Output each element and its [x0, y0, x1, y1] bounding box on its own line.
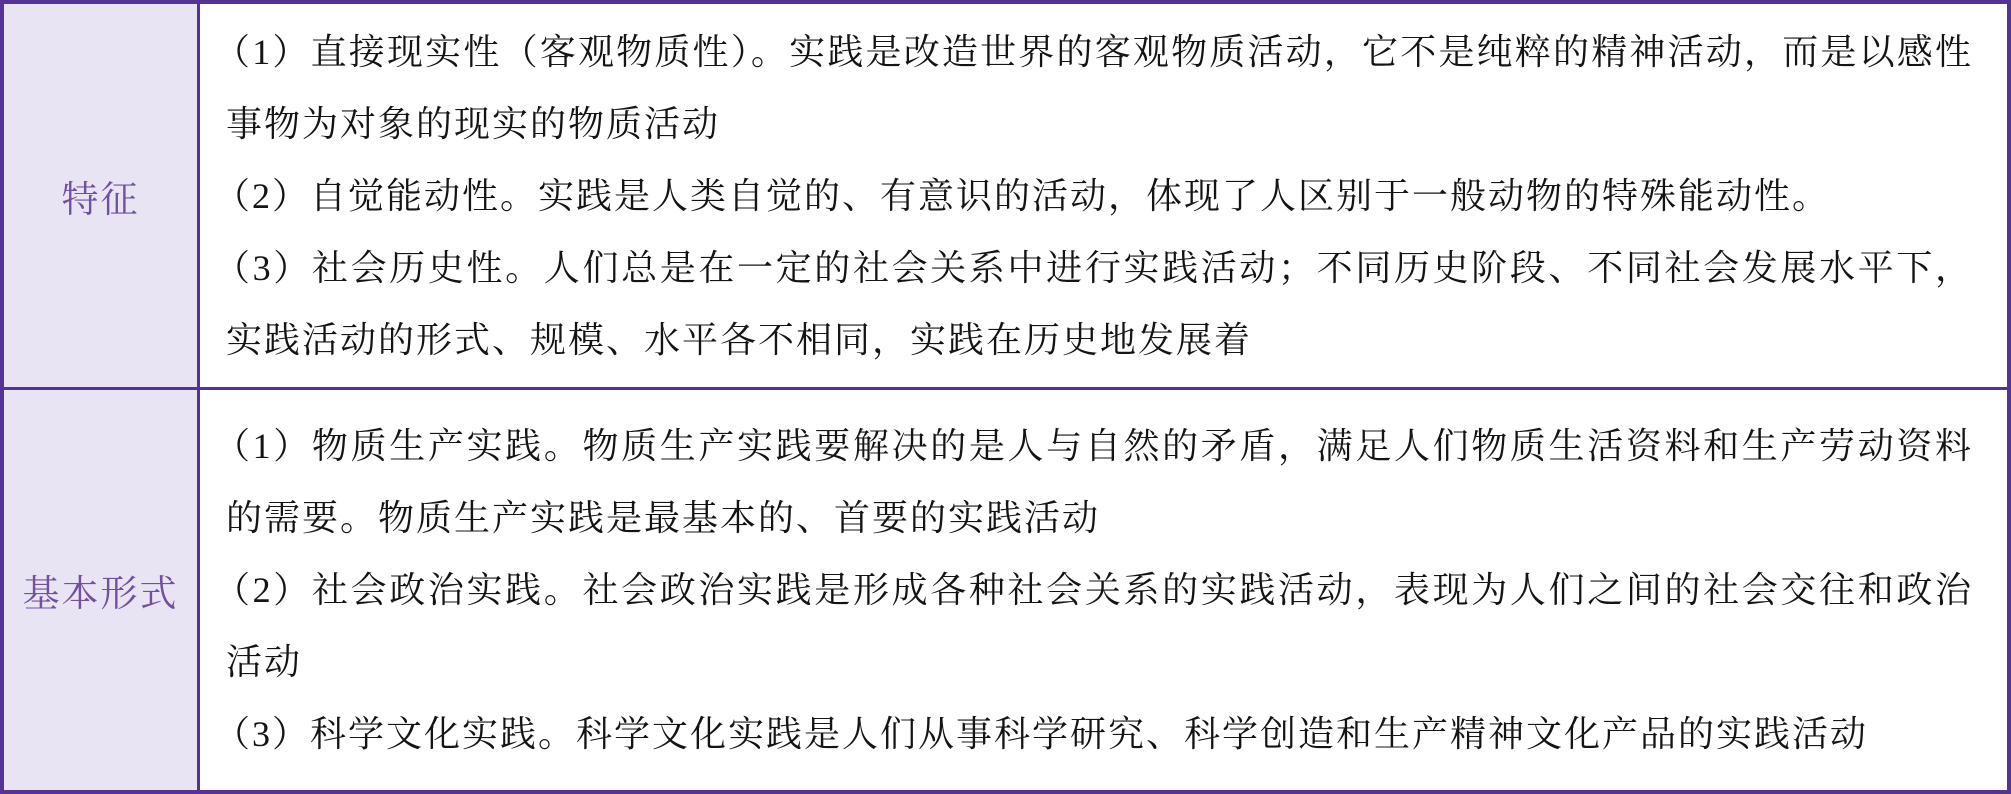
row-content-cell	[200, 390, 2007, 790]
list-item: （2）自觉能动性。实践是人类自觉的、有意识的活动，体现了人区别于一般动物的特殊能动性。	[214, 175, 1831, 216]
row-header-cell-basic-forms	[4, 390, 200, 790]
row-header-label: 基本形式	[22, 574, 179, 615]
list-item: （3）科学文化实践。科学文化实践是人们从事科学研究、科学创造和生产精神文化产品的实践活动	[214, 714, 1869, 754]
table-row	[4, 390, 2007, 790]
row-header-label: 特征	[61, 179, 140, 221]
list-item: （1）物质生产实践。物质生产实践要解决的是人与自然的矛盾，满足人们物质生活资料和生产劳动资料的需要。物质生产实践是最基本的、首要的实践活动	[214, 426, 1973, 538]
list-item: （1）直接现实性（客观物质性）。实践是改造世界的客观物质活动，它不是纯粹的精神活动，而是以感性事物为对象的现实的物质活动	[214, 31, 1973, 144]
row-header-cell-characteristics	[4, 4, 200, 387]
list-item: （3）社会历史性。人们总是在一定的社会关系中进行实践活动；不同历史阶段、不同社会发展水平下，实践活动的形式、规模、水平各不相同，实践在历史地发展着	[214, 247, 1973, 360]
list-item: （2）社会政治实践。社会政治实践是形成各种社会关系的实践活动，表现为人们之间的社会交往和政治活动	[214, 570, 1973, 682]
row-content-cell	[200, 4, 2007, 387]
table-row	[4, 4, 2007, 390]
